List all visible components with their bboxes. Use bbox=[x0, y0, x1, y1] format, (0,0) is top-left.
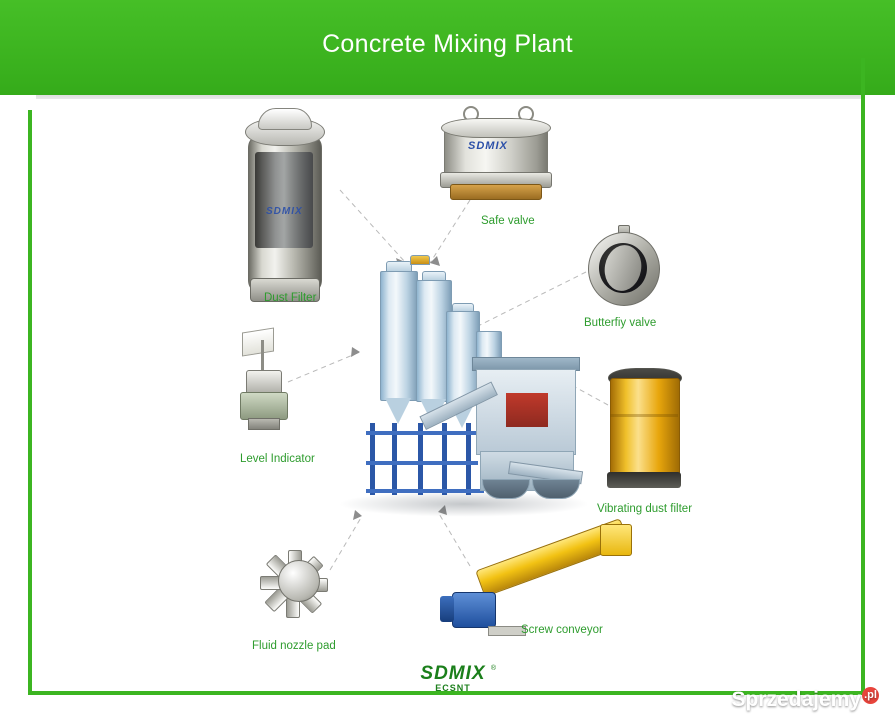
silo-cone bbox=[385, 398, 411, 424]
silo-top-valve bbox=[410, 255, 430, 265]
label-fluid-nozzle-pad: Fluid nozzle pad bbox=[252, 640, 336, 652]
footer-logo bbox=[408, 664, 498, 693]
label-level-indicator: Level Indicator bbox=[240, 453, 315, 465]
frame-left-border bbox=[28, 110, 32, 695]
label-butterfly-valve: Butterfiy valve bbox=[584, 317, 657, 329]
frame-right-border bbox=[861, 58, 865, 695]
watermark bbox=[731, 687, 879, 712]
vibrating-filter-body bbox=[610, 378, 680, 484]
part-butterfly-valve[interactable] bbox=[588, 232, 668, 312]
watermark-badge: .pl bbox=[862, 687, 879, 704]
label-dust-filter: Dust Filter bbox=[264, 292, 317, 304]
vibrating-filter-band bbox=[610, 414, 678, 417]
footer-logo-main: SDMIX bbox=[420, 663, 486, 684]
level-indicator-body bbox=[240, 392, 288, 420]
label-vibrating-dust-filter: Vibrating dust filter bbox=[597, 503, 693, 515]
level-indicator-rod bbox=[261, 340, 264, 372]
page-title: Concrete Mixing Plant bbox=[322, 30, 573, 58]
plant-beam bbox=[366, 489, 484, 493]
plant-beam bbox=[366, 461, 478, 465]
equipment-logo: SDMIX bbox=[266, 206, 303, 217]
level-indicator-paddle bbox=[242, 327, 274, 356]
part-vibrating-dust-filter[interactable] bbox=[610, 360, 690, 492]
cement-silo bbox=[380, 271, 418, 401]
nozzle-hub bbox=[278, 560, 320, 602]
safe-valve-base bbox=[450, 184, 542, 200]
concrete-mixing-plant-illustration[interactable] bbox=[330, 255, 600, 530]
part-fluid-nozzle-pad[interactable] bbox=[256, 538, 346, 628]
part-level-indicator[interactable] bbox=[232, 330, 322, 440]
part-safe-valve[interactable] bbox=[438, 100, 556, 205]
dust-filter-cap bbox=[258, 108, 312, 130]
screw-conveyor-outlet bbox=[600, 524, 632, 556]
screw-conveyor-motor bbox=[452, 592, 496, 628]
footer-logo-sub: ECSNT bbox=[435, 683, 471, 693]
level-indicator-flange bbox=[248, 418, 280, 430]
label-safe-valve: Safe valve bbox=[481, 215, 535, 227]
dust-filter-viewport bbox=[255, 152, 313, 248]
label-screw-conveyor: Screw conveyor bbox=[521, 624, 603, 636]
equipment-logo: SDMIX bbox=[468, 140, 508, 152]
vibrating-filter-base bbox=[607, 472, 681, 488]
mixer-unit bbox=[506, 393, 548, 427]
watermark-text: Sprzedajemy bbox=[731, 688, 861, 711]
plant-beam bbox=[366, 431, 478, 435]
safe-valve-lid bbox=[441, 118, 551, 138]
registered-mark: ® bbox=[490, 665, 496, 672]
screw-conveyor-fan-cover bbox=[440, 596, 454, 622]
